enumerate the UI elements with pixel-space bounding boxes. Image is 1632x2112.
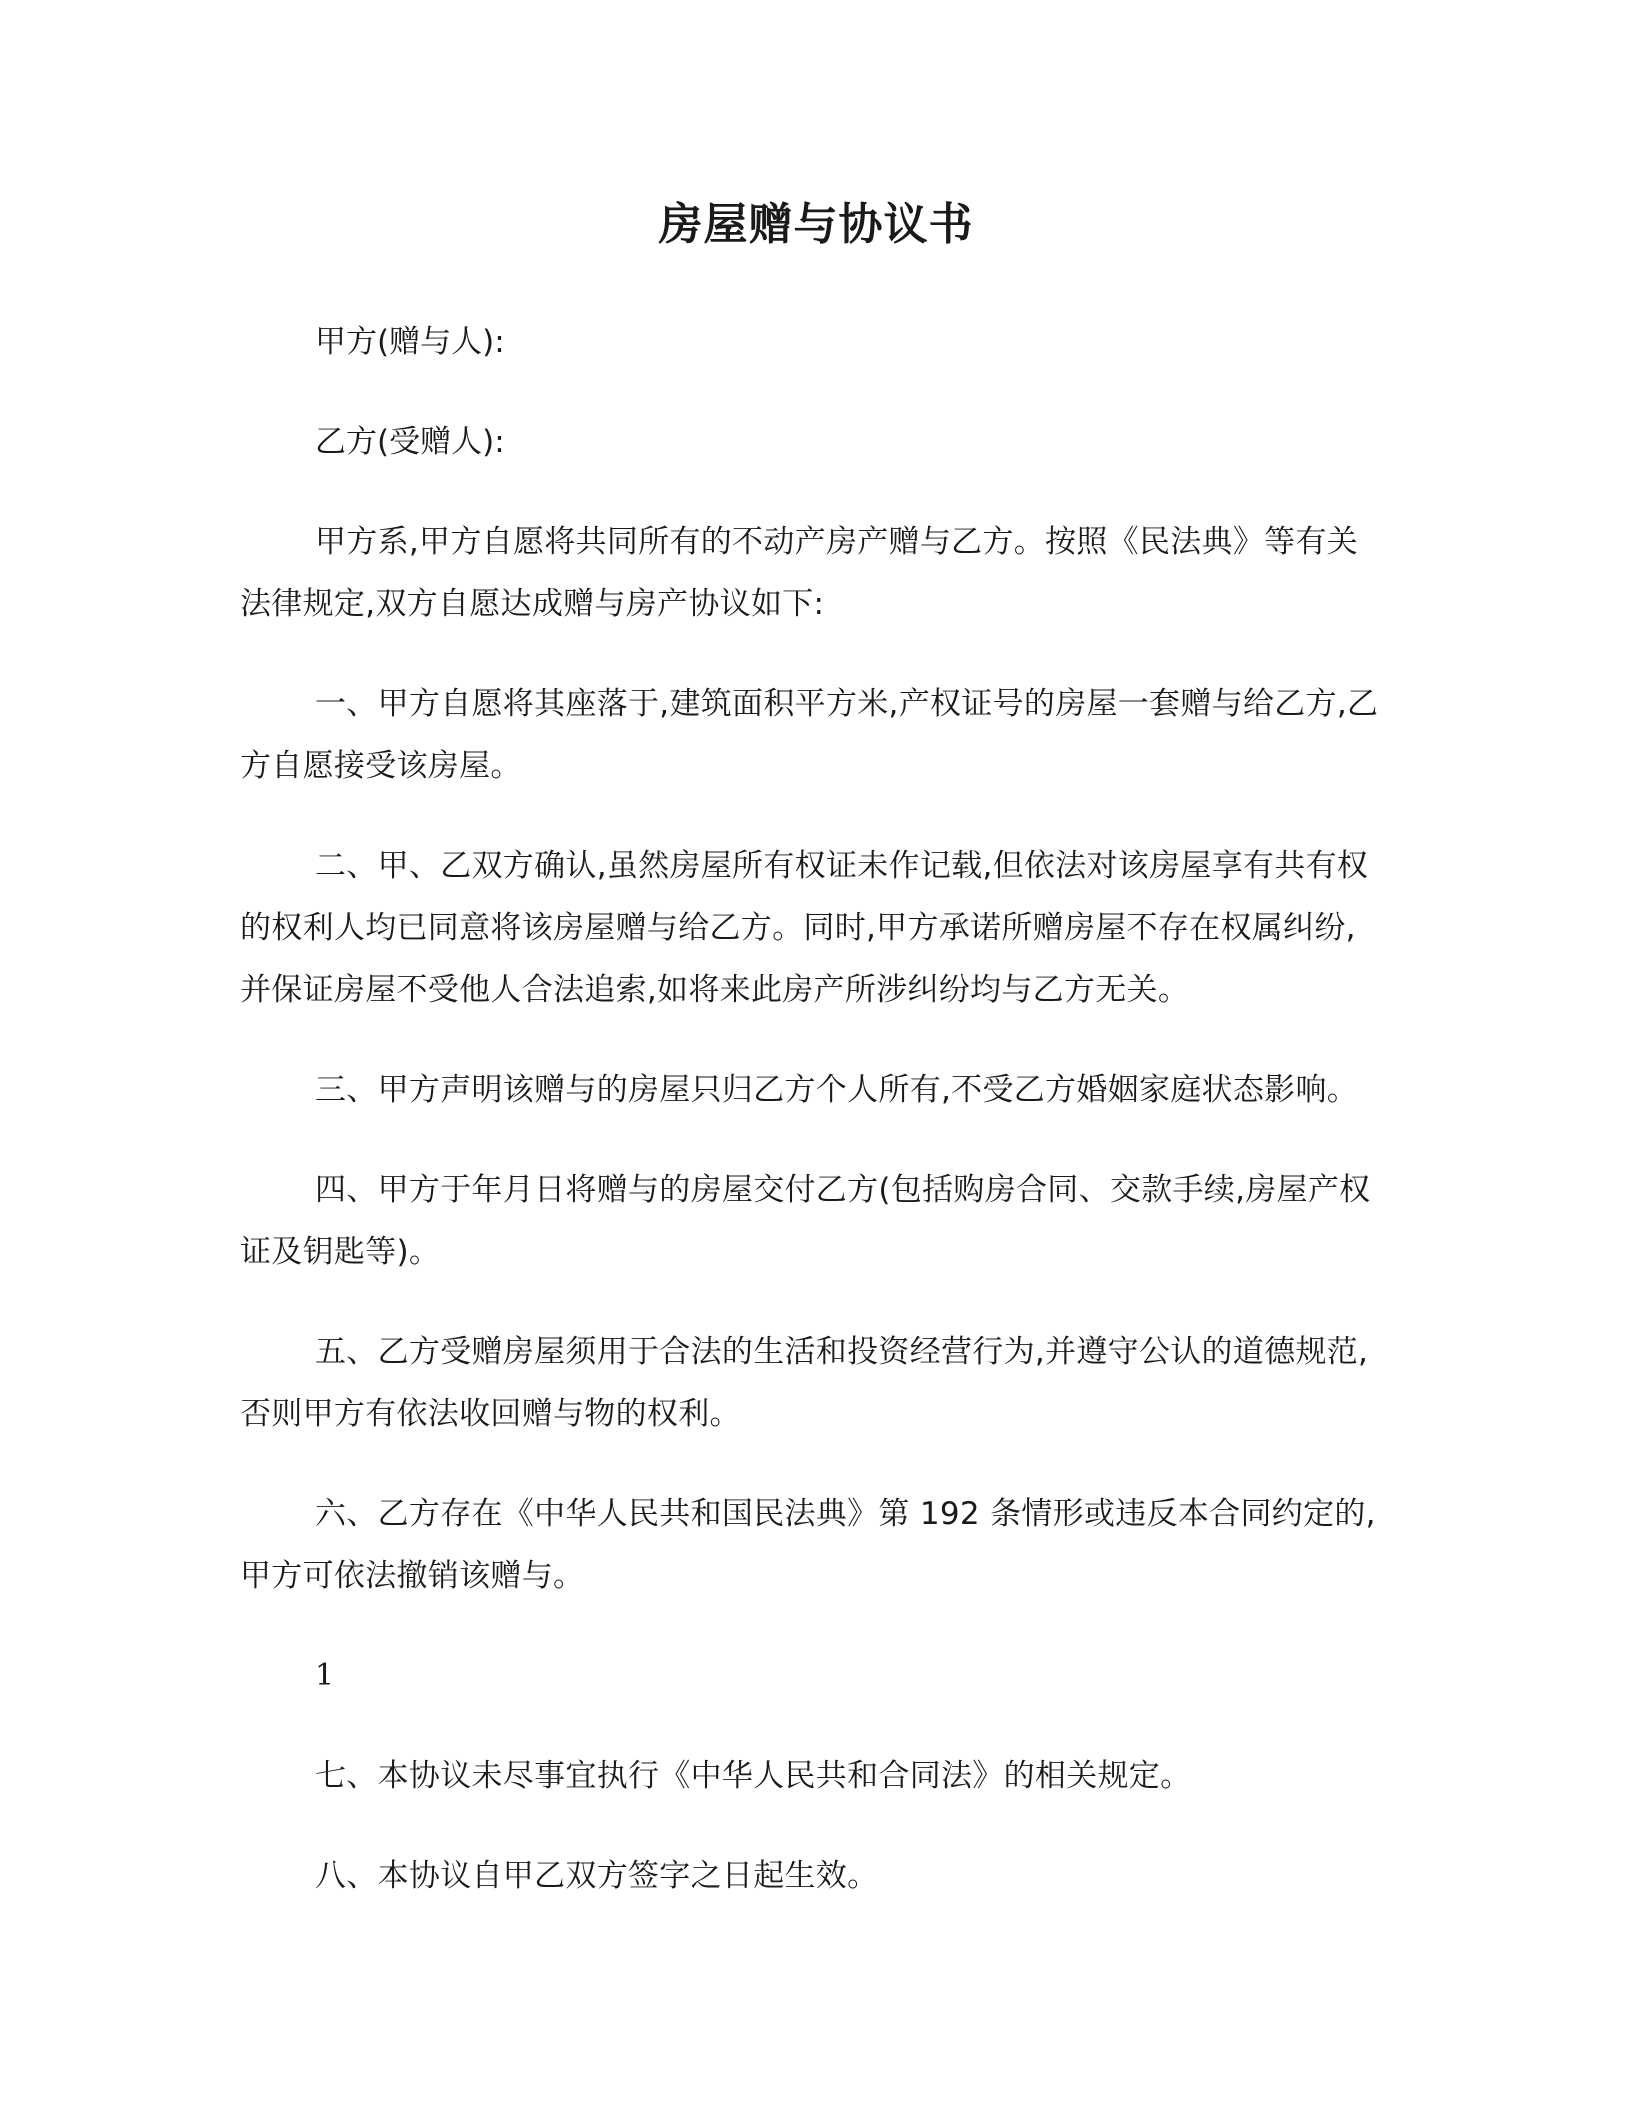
clause-5: 五、乙方受赠房屋须用于合法的生活和投资经营行为,并遵守公认的道德规范,否则甲方有依法收回赠与物的权利。 bbox=[240, 1334, 1369, 1432]
party-a-label: 甲方(赠与人): bbox=[315, 324, 505, 360]
clause-3: 三、甲方声明该赠与的房屋只归乙方个人所有,不受乙方婚姻家庭状态影响。 bbox=[315, 1072, 1359, 1108]
clause-7: 七、本协议未尽事宜执行《中华人民共和合同法》的相关规定。 bbox=[315, 1758, 1192, 1794]
clause-8: 八、本协议自甲乙双方签字之日起生效。 bbox=[315, 1858, 879, 1894]
clause-1: 一、甲方自愿将其座落于,建筑面积平方米,产权证号的房屋一套赠与给乙方,乙方自愿接受该房屋。 bbox=[240, 686, 1379, 784]
intro-paragraph: 甲方系,甲方自愿将共同所有的不动产房产赠与乙方。按照《民法典》等有关法律规定,双方自愿达成赠与房产协议如下: bbox=[240, 524, 1359, 622]
document-title: 房屋赠与协议书 bbox=[658, 199, 974, 250]
party-b-label: 乙方(受赠人): bbox=[315, 424, 505, 460]
page-number: 1 bbox=[315, 1658, 335, 1693]
clause-2: 二、甲、乙双方确认,虽然房屋所有权证未作记载,但依法对该房屋享有共有权的权利人均已同意将该房屋赠与给乙方。同时,甲方承诺所赠房屋不存在权属纠纷,并保证房屋不受他人合法追索,如将来此房产所涉纠纷均与乙方无关。 bbox=[240, 848, 1369, 1008]
clause-4: 四、甲方于年月日将赠与的房屋交付乙方(包括购房合同、交款手续,房屋产权证及钥匙等)。 bbox=[240, 1172, 1371, 1270]
clause-6: 六、乙方存在《中华人民共和国民法典》第 192 条情形或违反本合同约定的,甲方可依法撤销该赠与。 bbox=[240, 1496, 1376, 1594]
